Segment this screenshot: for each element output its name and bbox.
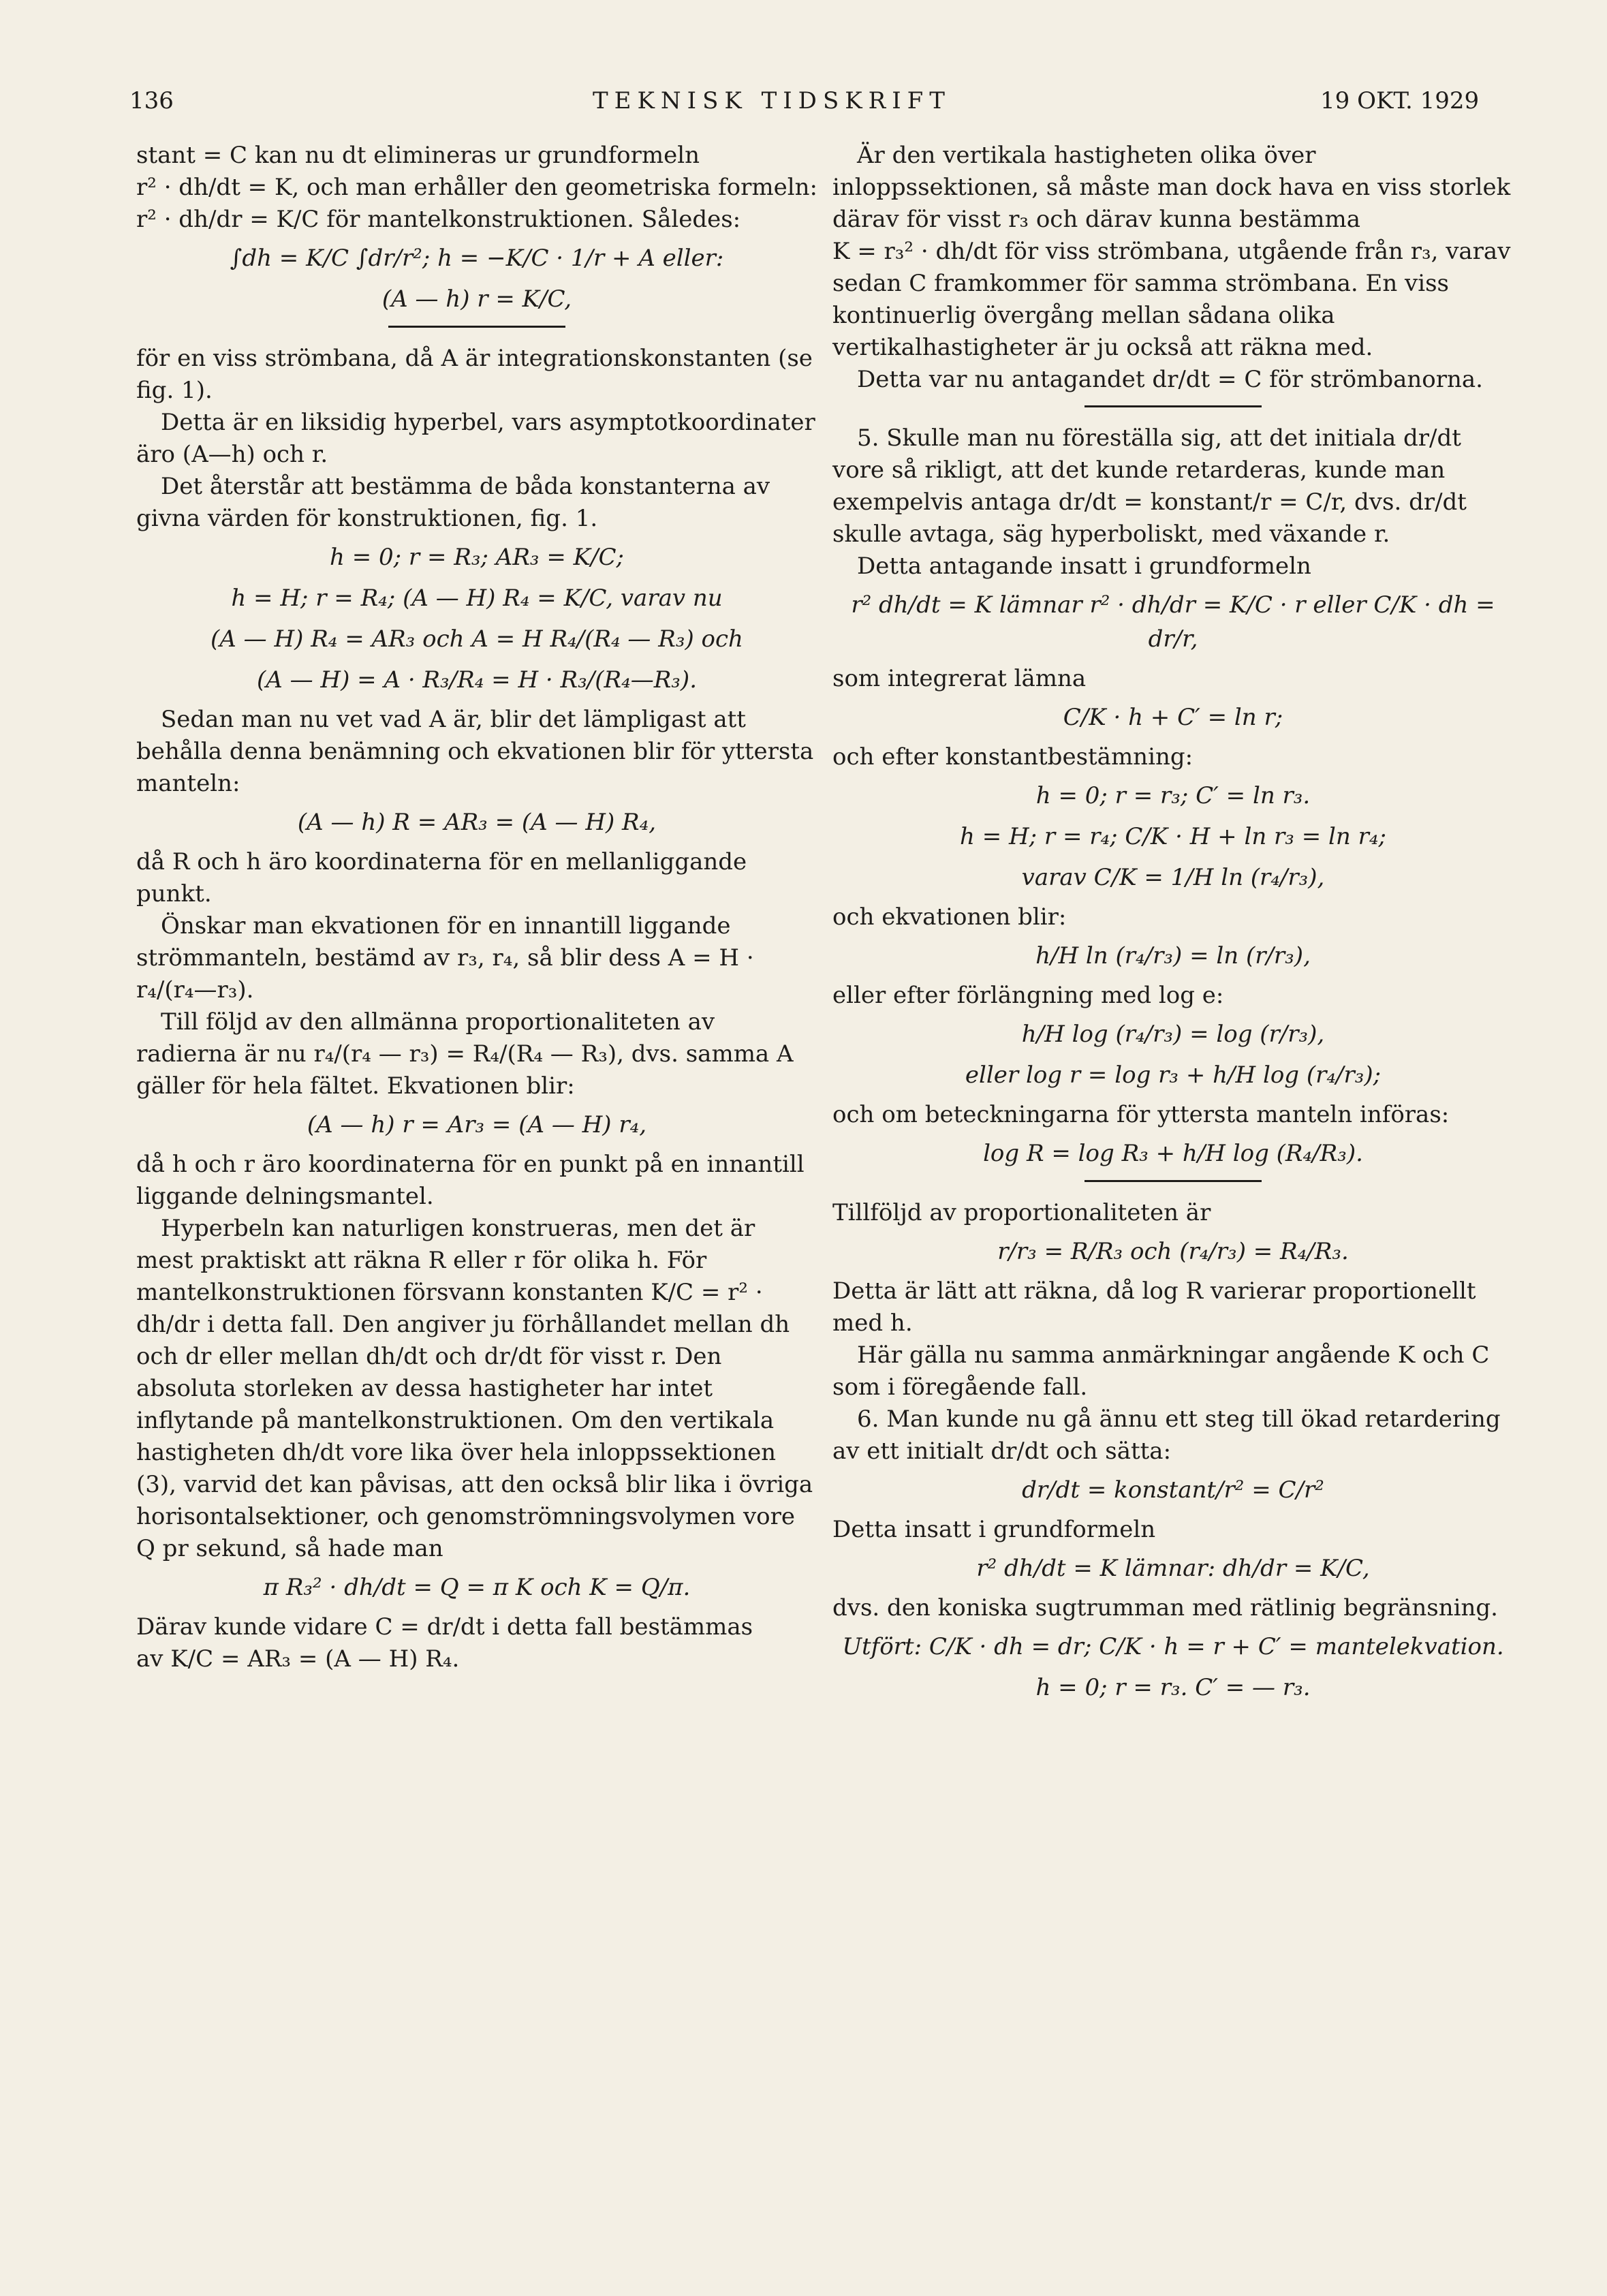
equation: h/H log (r₄/r₃) = log (r/r₃),: [1021, 1021, 1325, 1048]
journal-title: TEKNISK TIDSKRIFT: [593, 87, 951, 114]
issue-date: 19 OKT. 1929: [1320, 87, 1480, 114]
paragraph: Detta är en liksidig hyperbel, vars asymptotkoordinater äro (A—h) och r.: [136, 409, 815, 468]
divider: [388, 326, 565, 328]
equation: (A — h) r = Ar₃ = (A — H) r₄,: [307, 1111, 647, 1138]
paragraph: och ekvationen blir:: [832, 903, 1067, 931]
equation: (A — H) R₄ = AR₃ och A = H R₄/(R₄ — R₃) och: [210, 625, 743, 653]
equation: varav C/K = 1/H ln (r₄/r₃),: [1021, 864, 1325, 891]
equation: C/K · h + C′ = ln r;: [1063, 704, 1283, 731]
equation: h = 0; r = r₃; C′ = ln r₃.: [1035, 782, 1311, 809]
left-column: [136, 140, 817, 1675]
paragraph: stant = C kan nu dt elimineras ur grundformeln: [136, 142, 700, 169]
paragraph: Hyperbeln kan naturligen konstrueras, men det är mest praktiskt att räkna R eller r för olika h. För mantelkonstruktionen försvann konstanten K/C = r² · dh/dr i detta fall. Den angiver ju förhållandet mellan dh och dr eller mellan dh/dt och dr/dt för visst r. Den absoluta storleken av dessa hastigheter har intet inflytande på mantelkonstruktionen. Om den vertikala hastigheten dh/dt vore lika över hela inloppssektionen (3), varvid det kan påvisas, att den också blir lika i övriga horisontalsektioner, och genomströmningsvolymen vore Q pr sekund, så hade man: [136, 1215, 813, 1562]
paragraph: Detta var nu antagandet dr/dt = C för strömbanorna.: [857, 366, 1483, 393]
paragraph: eller efter förlängning med log e:: [832, 982, 1224, 1009]
paragraph: Önskar man ekvationen för en innantill liggande strömmanteln, bestämd av r₃, r₄, så blir dess A = H · r₄/(r₄—r₃).: [136, 912, 754, 1004]
equation: h = H; r = R₄; (A — H) R₄ = K/C, varav nu: [231, 585, 723, 612]
paragraph: Är den vertikala hastigheten olika över inloppssektionen, så måste man dock hava en viss storlek därav för visst r₃ och därav kunna bestämma: [832, 142, 1511, 233]
equation: h/H ln (r₄/r₃) = ln (r/r₃),: [1035, 942, 1311, 969]
equation: r² dh/dt = K lämnar r² · dh/dr = K/C · r eller C/K · dh = dr/r,: [851, 591, 1495, 653]
equation: (A — h) r = K/C,: [381, 285, 572, 313]
equation: π R₃² · dh/dt = Q = π K och K = Q/π.: [263, 1574, 691, 1601]
paragraph: Tillföljd av proportionaliteten är: [832, 1199, 1211, 1226]
equation: h = 0; r = r₃. C′ = — r₃.: [1035, 1674, 1311, 1701]
paragraph: Detta är lätt att räkna, då log R varierar proportionellt med h.: [832, 1277, 1476, 1337]
paragraph: K = r₃² · dh/dt för viss strömbana, utgående från r₃, varav sedan C framkommer för samma strömbana. En viss kontinuerlig övergång mellan sådana olika vertikalhastigheter är ju också att räkna med.: [832, 238, 1511, 361]
paragraph: dvs. den koniska sugtrumman med rätlinig begränsning.: [832, 1594, 1498, 1622]
equation: Utfört: C/K · dh = dr; C/K · h = r + C′ = mantelekvation.: [842, 1633, 1504, 1660]
paragraph: för en viss strömbana, då A är integrationskonstanten (se fig. 1).: [136, 345, 813, 404]
paragraph: r² · dh/dt = K, och man erhåller den geometriska formeln: r² · dh/dr = K/C för mantelkonstruktionen. Således:: [136, 174, 817, 233]
equation: ∫dh = K/C ∫dr/r²; h = −K/C · 1/r + A eller:: [230, 245, 724, 272]
equation: r² dh/dt = K lämnar: dh/dr = K/C,: [976, 1555, 1370, 1582]
equation: log R = log R₃ + h/H log (R₄/R₃).: [983, 1140, 1363, 1167]
equation: h = H; r = r₄; C/K · H + ln r₃ = ln r₄;: [960, 823, 1386, 850]
equation: (A — h) R = AR₃ = (A — H) R₄,: [297, 809, 657, 836]
right-column: [832, 140, 1514, 1711]
paragraph: av K/C = AR₃ = (A — H) R₄.: [136, 1645, 460, 1673]
paragraph: Sedan man nu vet vad A är, blir det lämpligast att behålla denna benämning och ekvationen blir för yttersta manteln:: [136, 706, 814, 797]
paragraph: och om beteckningarna för yttersta manteln införas:: [832, 1101, 1450, 1128]
paragraph: Till följd av den allmänna proportionaliteten av radierna är nu r₄/(r₄ — r₃) = R₄/(R₄ — R₃), dvs. samma A gäller för hela fältet. Ekvationen blir:: [136, 1008, 794, 1100]
divider: [1085, 405, 1262, 407]
paragraph: och efter konstantbestämning:: [832, 743, 1193, 771]
paragraph: då R och h äro koordinaterna för en mellanliggande punkt.: [136, 848, 747, 907]
paragraph: som integrerat lämna: [832, 665, 1087, 692]
paragraph: Därav kunde vidare C = dr/dt i detta fall bestämmas: [136, 1613, 753, 1641]
paragraph: Detta insatt i grundformeln: [832, 1516, 1156, 1543]
paragraph: Det återstår att bestämma de båda konstanterna av givna värden för konstruktionen, fig. 1.: [136, 473, 770, 532]
paragraph: då h och r äro koordinaterna för en punkt på en innantill liggande delningsmantel.: [136, 1151, 805, 1210]
paragraph: 6. Man kunde nu gå ännu ett steg till ökad retardering av ett initialt dr/dt och sätta:: [832, 1406, 1501, 1465]
equation: eller log r = log r₃ + h/H log (r₄/r₃);: [965, 1061, 1382, 1089]
equation: (A — H) = A · R₃/R₄ = H · R₃/(R₄—R₃).: [257, 666, 697, 694]
divider: [1085, 1180, 1262, 1182]
page-number: 136: [129, 87, 174, 114]
paragraph: Här gälla nu samma anmärkningar angående K och C som i föregående fall.: [832, 1341, 1490, 1401]
paragraph: 5. Skulle man nu föreställa sig, att det initiala dr/dt vore så rikligt, att det kunde retarderas, kunde man exempelvis antaga dr/dt = konstant/r = C/r, dvs. dr/dt skulle avtaga, säg hyperboliskt, med växande r.: [832, 424, 1467, 548]
equation: r/r₃ = R/R₃ och (r₄/r₃) = R₄/R₃.: [997, 1238, 1349, 1265]
equation: h = 0; r = R₃; AR₃ = K/C;: [330, 544, 624, 571]
paragraph: Detta antagande insatt i grundformeln: [857, 553, 1311, 580]
equation: dr/dt = konstant/r² = C/r²: [1022, 1476, 1324, 1504]
